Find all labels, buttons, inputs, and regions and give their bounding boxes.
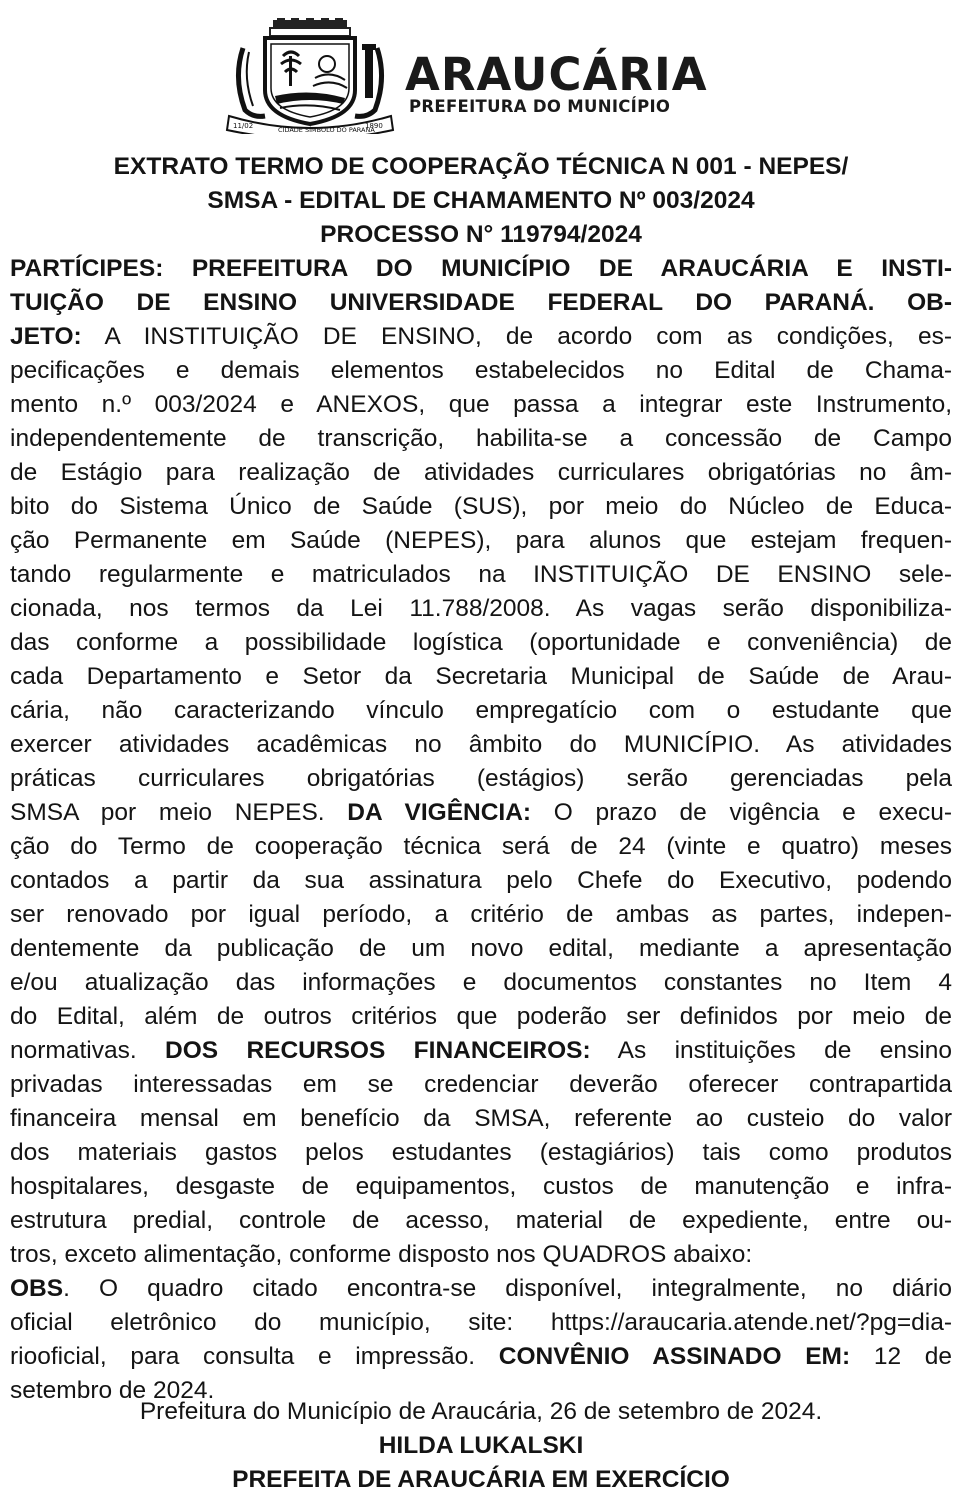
body-line: hospitalares, desgaste de equipamentos, custos de manutenção e infra- xyxy=(10,1173,952,1200)
body-text: . O quadro citado encontra-se disponível, integralmente, no diário xyxy=(63,1275,952,1302)
svg-text:11/02: 11/02 xyxy=(233,122,254,130)
body-text: O prazo de vigência e execu- xyxy=(531,799,952,826)
brand-block xyxy=(405,48,708,116)
body-line xyxy=(10,1272,952,1306)
title-line-1: EXTRATO TERMO DE COOPERAÇÃO TÉCNICA N 001 - NEPES/ xyxy=(113,153,849,180)
body-line: setembro de 2024. xyxy=(10,1377,215,1404)
body-line: tros, exceto alimentação, conforme disposto nos QUADROS abaixo: xyxy=(10,1241,753,1268)
header xyxy=(0,14,962,134)
body-line: PARTÍCIPES: PREFEITURA DO MUNICÍPIO DE ARAUCÁRIA E INSTI- xyxy=(10,255,952,282)
body-line: cionada, nos termos da Lei 11.788/2008. As vagas serão disponibiliza- xyxy=(10,595,952,622)
svg-text:1890: 1890 xyxy=(365,122,383,130)
document-body xyxy=(10,252,952,1408)
body-line: pecificações e demais elementos estabelecidos no Edital de Chama- xyxy=(10,357,952,384)
body-line: mento n.º 003/2024 e ANEXOS, que passa a integrar este Instrumento, xyxy=(10,391,952,418)
body-text: A INSTITUIÇÃO DE ENSINO, de acordo com as condições, es- xyxy=(81,323,952,350)
body-line xyxy=(10,796,952,830)
body-line: dos materiais gastos pelos estudantes (estagiários) tais como produtos xyxy=(10,1139,952,1166)
body-text: riooficial, para consulta e impressão. xyxy=(10,1343,499,1370)
body-line: ção Permanente em Saúde (NEPES), para alunos que estejam frequen- xyxy=(10,527,952,554)
body-text: As instituições de ensino xyxy=(590,1037,952,1064)
objeto-heading: JETO: xyxy=(10,323,82,350)
body-line: tando regularmente e matriculados na INSTITUIÇÃO DE ENSINO sele- xyxy=(10,561,952,588)
body-line: estrutura predial, controle de acesso, material de expediente, entre ou- xyxy=(10,1207,952,1234)
body-line: TUIÇÃO DE ENSINO UNIVERSIDADE FEDERAL DO PARANÁ. OB- xyxy=(10,289,952,316)
body-line: ção do Termo de cooperação técnica será de 24 (vinte e quatro) meses xyxy=(10,833,952,860)
body-line: bito do Sistema Único de Saúde (SUS), por meio do Núcleo de Educa- xyxy=(10,493,952,520)
body-line xyxy=(10,320,952,354)
body-line xyxy=(10,1340,952,1374)
body-line: cada Departamento e Setor da Secretaria Municipal de Saúde de Arau- xyxy=(10,663,952,690)
title-line-3: PROCESSO N° 119794/2024 xyxy=(320,221,642,248)
signatory-name: HILDA LUKALSKI xyxy=(378,1432,584,1459)
body-line: das conforme a possibilidade logística (oportunidade e conveniência) de xyxy=(10,629,952,656)
obs-heading: OBS xyxy=(10,1275,64,1302)
brand-name: ARAUCÁRIA xyxy=(405,48,708,101)
body-line: e/ou atualização das informações e documentos constantes no Item 4 xyxy=(10,969,952,996)
recursos-heading: DOS RECURSOS FINANCEIROS: xyxy=(165,1037,591,1064)
body-line: dentemente da publicação de um novo edital, mediante a apresentação xyxy=(10,935,952,962)
body-line: independentemente de transcrição, habilita-se a concessão de Campo xyxy=(10,425,952,452)
body-line: práticas curriculares obrigatórias (estágios) serão gerenciadas pela xyxy=(10,765,952,792)
municipal-crest-icon xyxy=(225,18,395,134)
body-line: exercer atividades acadêmicas no âmbito do MUNICÍPIO. As atividades xyxy=(10,731,952,758)
document-title xyxy=(10,150,952,252)
body-line xyxy=(10,1034,952,1068)
body-line: do Edital, além de outros critérios que poderão ser definidos por meio de xyxy=(10,1003,952,1030)
vigencia-heading: DA VIGÊNCIA: xyxy=(347,799,532,826)
convenio-heading: CONVÊNIO ASSINADO EM: xyxy=(498,1343,851,1370)
signatory-role: PREFEITA DE ARAUCÁRIA EM EXERCÍCIO xyxy=(232,1466,730,1493)
body-line: oficial eletrônico do município, site: https://araucaria.atende.net/?pg=dia- xyxy=(10,1309,952,1336)
body-text: normativas. xyxy=(10,1037,165,1064)
body-line: de Estágio para realização de atividades curriculares obrigatórias no âm- xyxy=(10,459,952,486)
place-date: Prefeitura do Município de Araucária, 26 de setembro de 2024. xyxy=(139,1398,823,1425)
brand-subtitle: PREFEITURA DO MUNICÍPIO xyxy=(409,97,671,116)
svg-text:CIDADE SÍMBOLO DO PARANÁ: CIDADE SÍMBOLO DO PARANÁ xyxy=(278,126,375,134)
body-text: 12 de xyxy=(850,1343,952,1370)
title-line-2: SMSA - EDITAL DE CHAMAMENTO Nº 003/2024 xyxy=(207,187,755,214)
body-line: contados a partir da sua assinatura pelo Chefe do Executivo, podendo xyxy=(10,867,952,894)
body-line: ser renovado por igual período, a critério de ambas as partes, indepen- xyxy=(10,901,952,928)
body-line: cária, não caracterizando vínculo empregatício com o estudante que xyxy=(10,697,952,724)
body-line: financeira mensal em benefício da SMSA, referente ao custeio do valor xyxy=(10,1105,952,1132)
body-line: privadas interessadas em se credenciar deverão oferecer contrapartida xyxy=(10,1071,952,1098)
signature-block xyxy=(10,1395,952,1497)
body-text: SMSA por meio NEPES. xyxy=(10,799,348,826)
